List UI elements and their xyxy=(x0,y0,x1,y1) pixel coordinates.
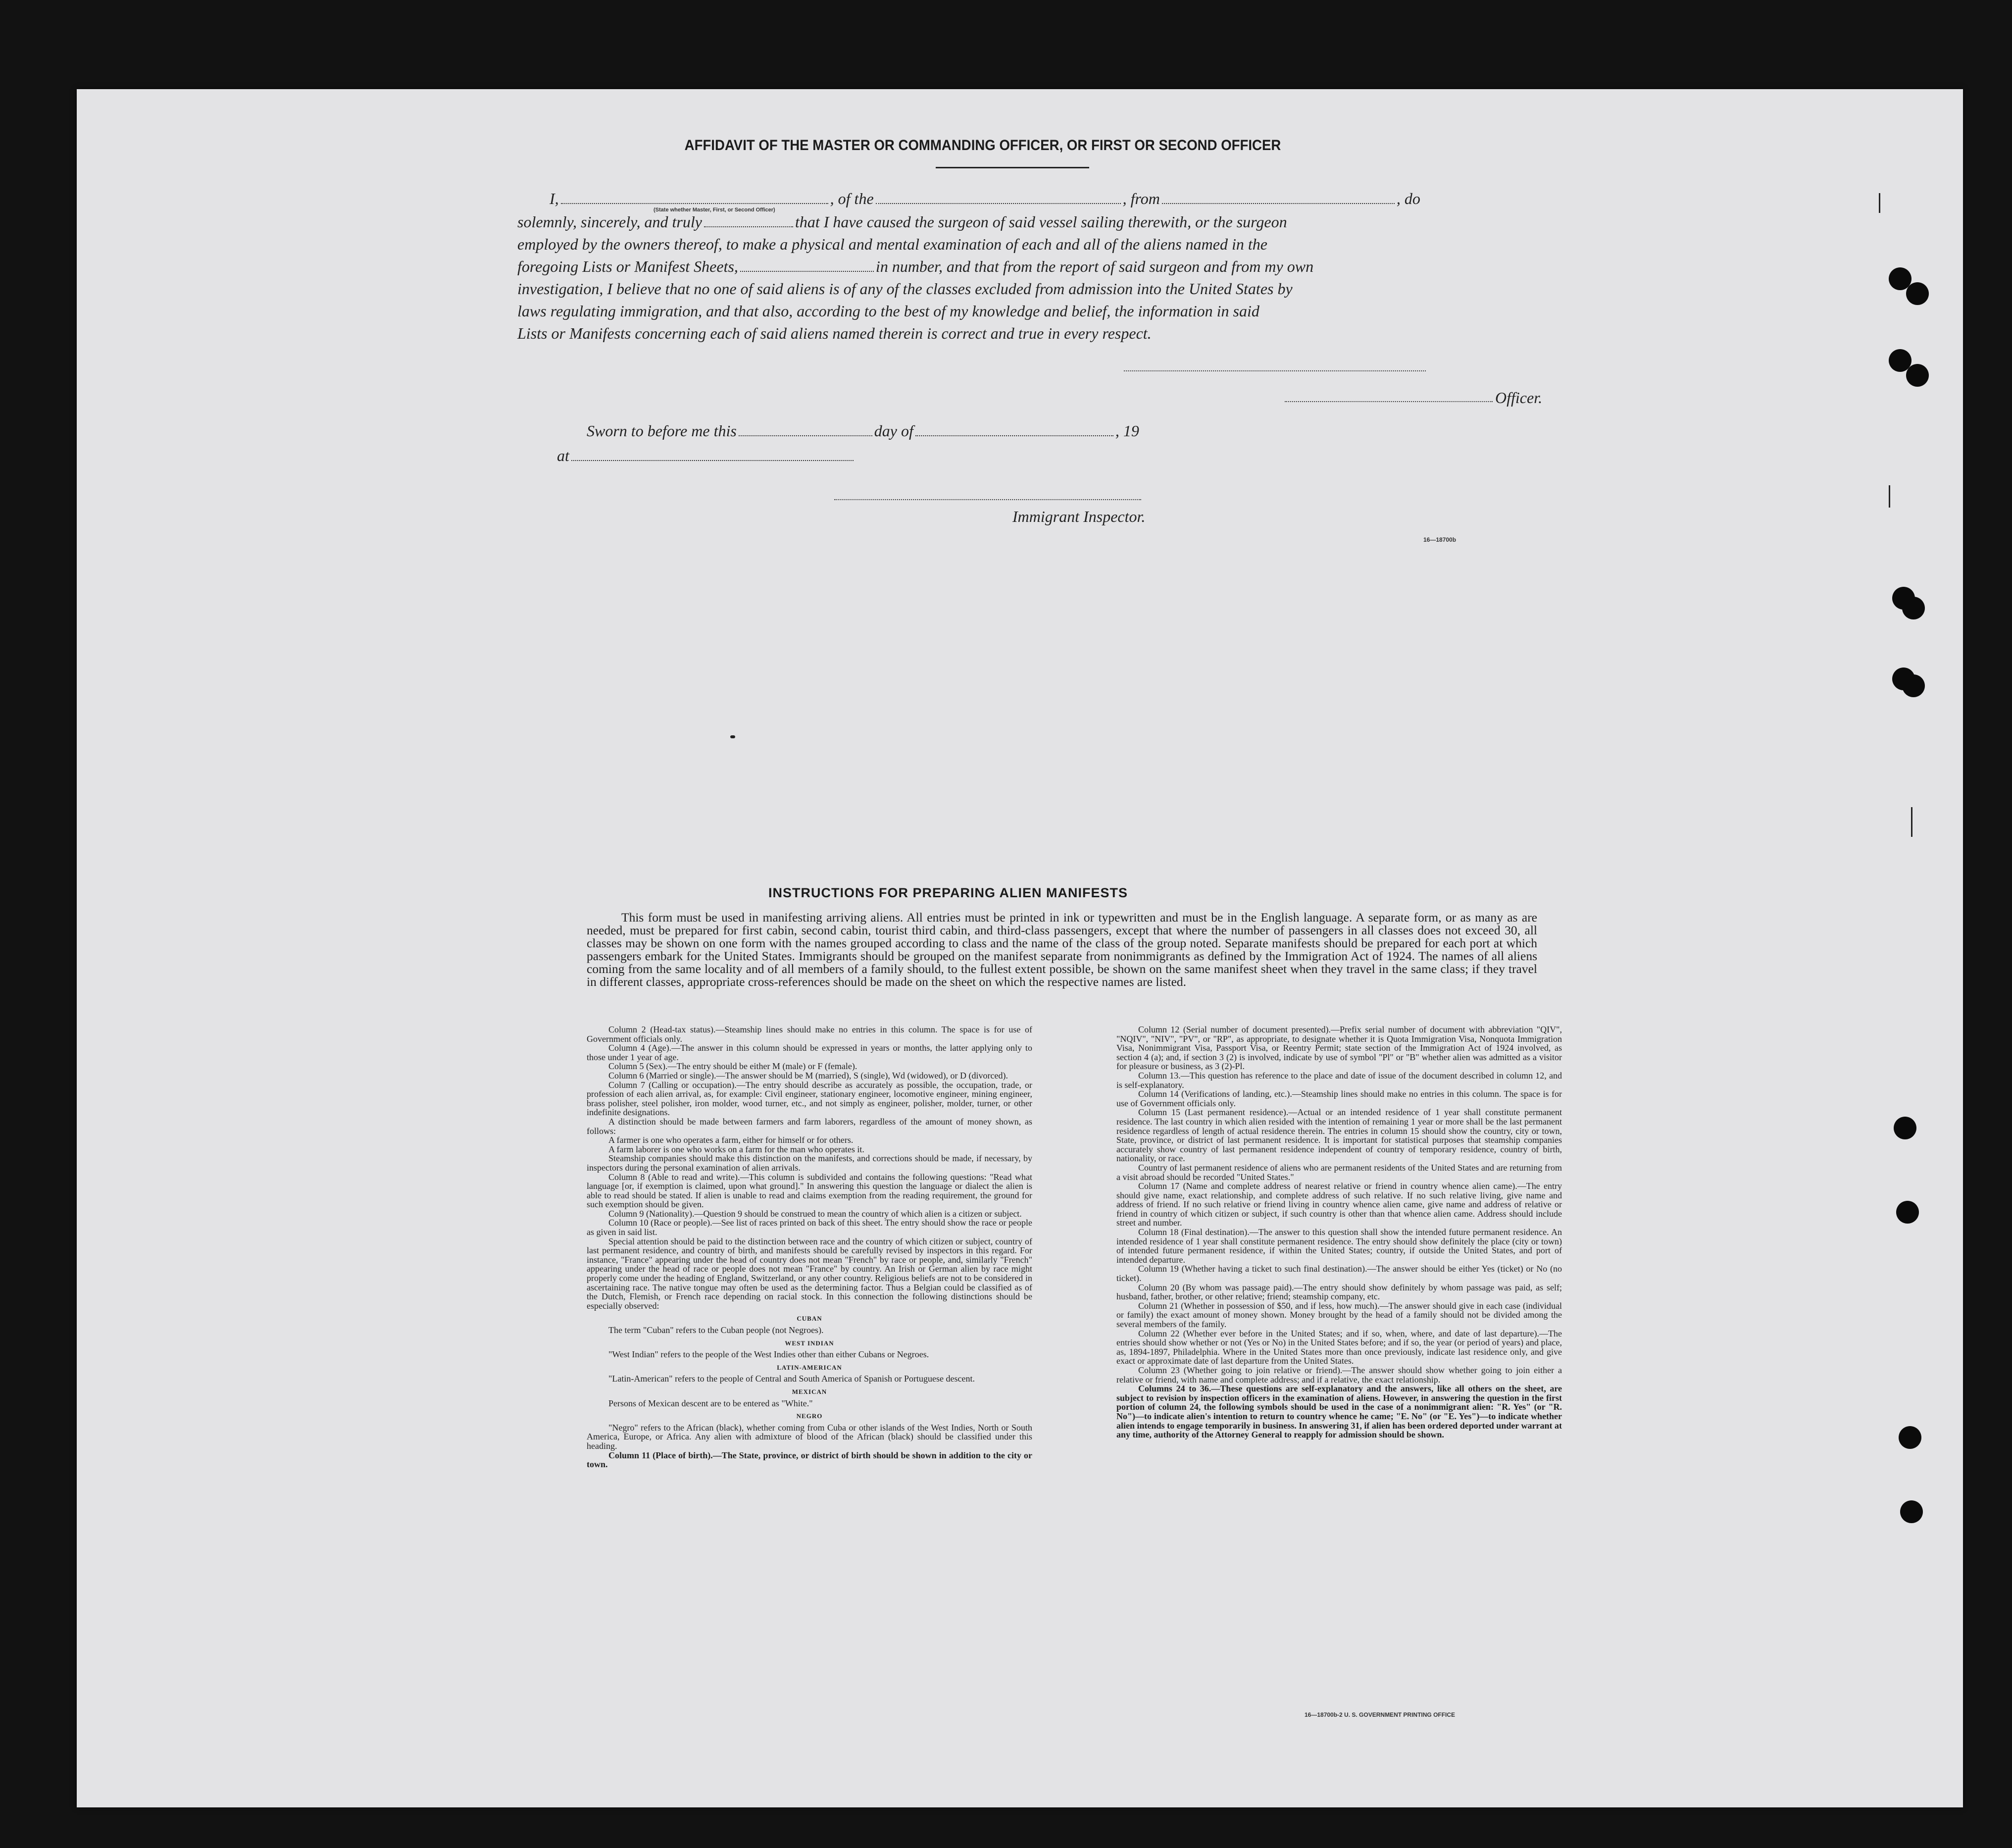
affidavit-title: AFFIDAVIT OF THE MASTER OR COMMANDING OFFICER, OR FIRST OR SECOND OFFICER xyxy=(684,137,1281,154)
sworn-day-field[interactable] xyxy=(739,423,872,436)
instruction-paragraph: Column 8 (Able to read and write).—This column is subdivided and contains the following questions: "Read what language [or, if exemption is claimed, upon what ground]." In answering this question the language or dialect the alien is able to read should be stated. If alien is unable to read and claims exemption from the reading requirement, the ground for such exemption should be given. xyxy=(587,1172,1032,1210)
affidavit-text: solemnly, sincerely, and truly xyxy=(517,213,702,231)
affidavit-text: , do xyxy=(1396,190,1420,207)
instruction-paragraph: Column 2 (Head-tax status).—Steamship lines should make no entries in this column. The space is for use of Government officials only. xyxy=(587,1025,1032,1044)
punch-hole xyxy=(1899,1426,1921,1449)
race-heading-west-indian: WEST INDIAN xyxy=(785,1339,834,1347)
instruction-paragraph: Column 18 (Final destination).—The answer to this question shall show the intended future permanent residence. An intended residence of 1 year shall constitute permanent residence. The entry should show definitely the place (city or town) of intended future permanent residence, if within the United States; country, if outside the United States, and port of intended departure. xyxy=(1116,1227,1562,1265)
scan-mark xyxy=(730,735,735,738)
affidavit-line-1 xyxy=(550,190,1420,208)
instruction-paragraph: Country of last permanent residence of aliens who are permanent residents of the United States and are returning from a visit abroad should be recorded "United States." xyxy=(1116,1162,1562,1182)
instruction-paragraph: Column 12 (Serial number of document presented).—Prefix serial number of document with abbreviation "QIV", "NQIV", "NIV", "PV", or "RP", as appropriate, to designate whether it is Quota Immigration Visa, Nonquota Immigration Visa, Nonimmigrant Visa, Passport Visa, or Reentry Permit; state section of the Immigration Act of 1924 involved, as section 4 (a); and, if section 3 (2) is involved, indicate by use of symbol "Pl" or "B" whether alien was admitted as a visitor for pleasure or business, as 3 (2)-Pl. xyxy=(1116,1025,1562,1072)
instruction-paragraph: Persons of Mexican descent are to be entered as "White." xyxy=(608,1398,813,1408)
manifest-sheet xyxy=(77,89,1963,1807)
scan-mark xyxy=(1889,485,1890,508)
instruction-paragraph: Columns 24 to 36.—These questions are self-explanatory and the answers, like all others on the sheet, are subject to revision by inspection officers in the examination of aliens. However, in answering the question in the first portion of column 24, the following symbols should be used in the case of a nonimmigrant alien: "R. Yes" (or "R. No")—to indicate alien's intention to return to country whence he came; "E. No" (or "E. Yes")—to indicate whether alien intends to engage temporarily in business. In answering 31, if alien has been ordered deported under warrant at any time, authority of the Attorney General to reapply for admission should be shown. xyxy=(1116,1384,1562,1440)
instruction-paragraph: A distinction should be made between farmers and farm laborers, regardless of the amount of money shown, as follows: xyxy=(587,1116,1032,1136)
instruction-paragraph: Steamship companies should make this distinction on the manifests, and corrections should be made, if necessary, by inspectors during the personal examination of alien arrivals. xyxy=(587,1153,1032,1173)
instruction-paragraph: Column 17 (Name and complete address of nearest relative or friend in country whence alien came).—The entry should give name, exact relationship, and complete address of such relative. If no such relative living, give name and address of friend. If no such relative or friend living in country whence alien came, give name and address of relative or friend in country of which citizen or subject, if such country is other than that whence alien came. Address should include street and number. xyxy=(1116,1181,1562,1228)
affidavit-text: foregoing Lists or Manifest Sheets, xyxy=(517,257,738,275)
punch-hole xyxy=(1900,1500,1923,1523)
title-underline xyxy=(936,167,1089,168)
officer-rank-field[interactable] xyxy=(561,191,828,204)
instruction-paragraph: Column 14 (Verifications of landing, etc.).—Steamship lines should make no entries in this column. The space is for use of Government officials only. xyxy=(1116,1089,1562,1108)
sworn-month-field[interactable] xyxy=(915,423,1113,436)
instructions-form-number: 16—18700b-2 U. S. GOVERNMENT PRINTING OFFICE xyxy=(1305,1711,1456,1718)
instruction-paragraph: Column 4 (Age).—The answer in this column should be expressed in years or months, the latter applying only to those under 1 year of age. xyxy=(587,1043,1032,1062)
race-heading-negro: NEGRO xyxy=(796,1412,823,1420)
instruction-paragraph: "West Indian" refers to the people of the West Indies other than either Cubans or Negroes. xyxy=(608,1349,929,1360)
instruction-paragraph: Column 22 (Whether ever before in the United States; and if so, when, where, and date of last departure).—The entries should show whether or not (Yes or No) in the United States before; and if so, the year (or period of years) and place, as, 1894-1897, Philadelphia. Where in the United States more than once previously, indicate last residence only, and give exact or approximate date of last departure from the United States. xyxy=(1116,1328,1562,1366)
affidavit-text: I, xyxy=(550,190,559,207)
instruction-paragraph: A farm laborer is one who works on a farm for the man who operates it. xyxy=(608,1144,864,1154)
affidavit-text: in number, and that from the report of said surgeon and from my own xyxy=(875,257,1314,275)
affidavit-text: , from xyxy=(1122,190,1160,207)
affidavit-text: that I have caused the surgeon of said vessel sailing therewith, or the surgeon xyxy=(795,213,1287,231)
affidavit-line-2 xyxy=(517,213,1287,231)
instructions-right-column xyxy=(1116,1025,1562,1439)
affidavit-text: , of the xyxy=(830,190,874,207)
instruction-paragraph: Column 7 (Calling or occupation).—The entry should describe as accurately as possible, the occupation, trade, or profession of each alien arrival, as, for example: Civil engineer, stationary engineer, locomotive engineer, mining engineer, brass polisher, steel polisher, iron molder, wood turner, etc., and not simply as engineer, polisher, molder, turner, or other indefinite designations. xyxy=(587,1079,1032,1118)
affidavit-text: at xyxy=(557,447,569,464)
inspector-label: Immigrant Inspector. xyxy=(1012,508,1146,525)
punch-hole xyxy=(1894,1117,1916,1139)
race-heading-mexican: MEXICAN xyxy=(792,1387,827,1395)
sworn-manner-field[interactable] xyxy=(704,214,793,227)
affidavit-line-5: investigation, I believe that no one of said aliens is of any of the classes excluded from admission into the United States by xyxy=(517,280,1293,298)
affidavit-line-6: laws regulating immigration, and that also, according to the best of my knowledge and belief, the information in said xyxy=(517,302,1259,320)
affidavit-text: , 19 xyxy=(1115,422,1139,440)
instruction-paragraph: Column 21 (Whether in possession of $50, and if less, how much).—The answer should give in each case (individual or family) the exact amount of money shown. Money brought by the head of a family should not be divided among the several members of the family. xyxy=(1116,1300,1562,1329)
punch-hole xyxy=(1902,674,1925,697)
instructions-left-column xyxy=(587,1025,1032,1469)
instruction-paragraph: Special attention should be paid to the distinction between race and the country of which citizen or subject, country of last permanent residence, and country of birth, and manifests should be carefully revised by inspectors in this regard. For instance, "France" appearing under the head of country does not mean "French" by race or people, and, similarly "French" appearing under the head of race or people does not mean "France" by country. An Irish or German alien by race might properly come under the heading of England, Switzerland, or any other country. Religious beliefs are not to be considered in ascertaining race. The native tongue may often be used as the determining factor. Thus a Belgian could be classified as of the Dutch, Flemish, or French race depending on racial stock. In this connection the following distinctions should be especially observed: xyxy=(587,1236,1032,1311)
instruction-paragraph: Column 9 (Nationality).—Question 9 should be construed to mean the country of which alien is a citizen or subject. xyxy=(608,1208,1022,1219)
affidavit-line-3: employed by the owners thereof, to make a physical and mental examination of each and all of the aliens named in the xyxy=(517,235,1267,253)
instructions-intro: This form must be used in manifesting arriving aliens. All entries must be printed in ink or typewritten and must be in the English language. A separate form, or as many as are needed, must be prepared for first cabin, second cabin, tourist third cabin, and third-class passengers, except that where the number of passengers in all classes does not exceed 30, all classes may be shown on one form with the names grouped according to class and the name of the class of the group noted. Separate manifests should be prepared for each port at which passengers embark for the United States. Immigrants should be grouped on the manifest separate from nonimmigrants as defined by the Immigration Act of 1924. The names of all aliens coming from the same locality and of all members of a family should, to the fullest extent possible, be shown on the same manifest sheet when they travel in the same class; if they travel in different classes, appropriate cross-references should be made on the sheet on which the respective names are listed. xyxy=(587,910,1537,989)
affidavit-text: Sworn to before me this xyxy=(587,422,737,440)
race-heading-latin-american: LATIN-AMERICAN xyxy=(777,1363,842,1371)
punch-hole xyxy=(1906,282,1929,305)
instruction-paragraph: Column 20 (By whom was passage paid).—The entry should show definitely by whom passage was paid, as self; husband, father, brother, or other relative; friend; steamship company, etc. xyxy=(1116,1282,1562,1302)
sworn-place-field[interactable] xyxy=(571,448,854,461)
punch-hole xyxy=(1906,364,1929,387)
officer-label: Officer. xyxy=(1495,389,1543,407)
instruction-paragraph: The term "Cuban" refers to the Cuban people (not Negroes). xyxy=(608,1325,824,1335)
instruction-paragraph: Column 11 (Place of birth).—The State, province, or district of birth should be shown in addition to the city or town. xyxy=(587,1450,1032,1470)
affidavit-text: day of xyxy=(874,422,913,440)
instruction-paragraph: "Negro" refers to the African (black), whether coming from Cuba or other islands of the West Indies, North or South America, Europe, or Africa. Any alien with admixture of blood of the African (black) should be classified under this heading. xyxy=(587,1422,1032,1451)
sworn-line xyxy=(587,422,1139,440)
affidavit-form-number: 16—18700b xyxy=(1423,536,1457,543)
affidavit-line-7: Lists or Manifests concerning each of said aliens named therein is correct and true in every respect. xyxy=(517,324,1152,342)
scan-mark xyxy=(1911,807,1912,837)
officer-signature-line[interactable] xyxy=(1124,370,1426,371)
inspector-signature-line[interactable] xyxy=(834,499,1141,500)
affidavit-line-4 xyxy=(517,257,1313,276)
punch-hole xyxy=(1902,597,1925,619)
vessel-field[interactable] xyxy=(876,191,1121,204)
instruction-paragraph: Column 6 (Married or single).—The answer should be M (married), S (single), Wd (widowed), or D (divorced). xyxy=(608,1070,1008,1080)
instruction-paragraph: Column 15 (Last permanent residence).—Actual or an intended residence of 1 year shall constitute permanent residence. The last country in which alien resided with the intention of remaining 1 year or more shall be the last permanent residence regardless of length of actual residence therein. The entries in column 15 should show the country, city or town, State, province, or district of last permanent residence. It is important for statistical purposes that steamship companies accurately show country of last permanent residence independent of country of temporary residence, country of birth, nationality, or race. xyxy=(1116,1107,1562,1164)
sworn-at-line xyxy=(557,447,855,465)
instruction-paragraph: Column 13.—This question has reference to the place and date of issue of the document described in column 12, and is self-explanatory. xyxy=(1116,1070,1562,1090)
instruction-paragraph: Column 23 (Whether going to join relative or friend).—The answer should show whether going to join either a relative or friend, with name and complete address; and if a relative, the exact relationship. xyxy=(1116,1365,1562,1385)
rank-note: (State whether Master, First, or Second Officer) xyxy=(654,207,775,213)
punch-hole xyxy=(1896,1201,1919,1224)
from-port-field[interactable] xyxy=(1162,191,1395,204)
instruction-paragraph: Column 10 (Race or people).—See list of races printed on back of this sheet. The entry should show the race or people as given in said list. xyxy=(587,1218,1032,1237)
instructions-title: INSTRUCTIONS FOR PREPARING ALIEN MANIFESTS xyxy=(768,885,1128,900)
instruction-paragraph: Column 19 (Whether having a ticket to such final destination).—The answer should be either Yes (ticket) or No (no ticket). xyxy=(1116,1264,1562,1283)
sheet-count-field[interactable] xyxy=(740,259,874,272)
instruction-paragraph: Column 5 (Sex).—The entry should be either M (male) or F (female). xyxy=(608,1061,857,1072)
instruction-paragraph: "Latin-American" refers to the people of Central and South America of Spanish or Portuguese descent. xyxy=(608,1374,975,1384)
instruction-paragraph: A farmer is one who operates a farm, either for himself or for others. xyxy=(608,1135,854,1145)
officer-title-line[interactable] xyxy=(1285,401,1493,402)
scan-mark xyxy=(1879,193,1880,213)
race-heading-cuban: CUBAN xyxy=(797,1315,822,1323)
